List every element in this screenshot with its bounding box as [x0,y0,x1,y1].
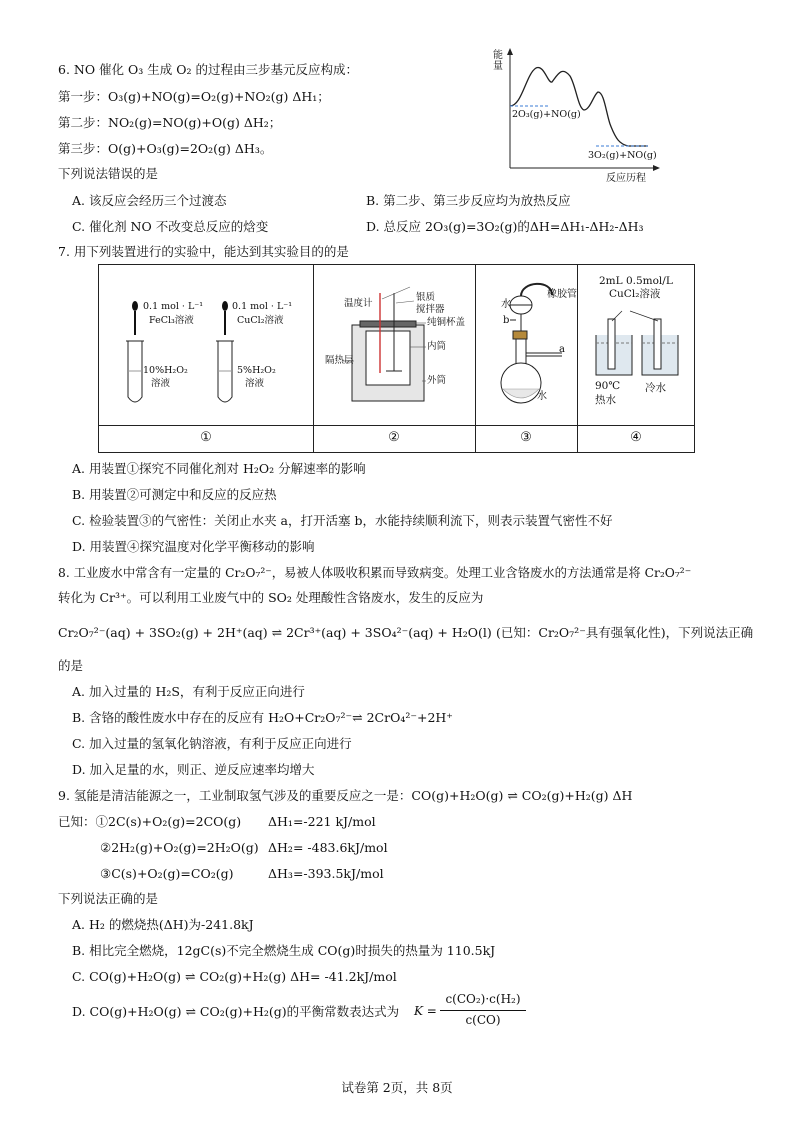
q9-option-d: D. CO(g)+H₂O(g) ⇌ CO₂(g)+H₂(g)的平衡常数表达式为 [72,1004,400,1019]
app2-lid: 纯铜杯盖 [427,317,466,328]
energy-ylabel: 能量 [493,50,503,72]
q6-ask: 下列说法错误的是 [58,166,159,181]
q8-option-c: C. 加入过量的氢氧化钠溶液，有利于反应正向进行 [72,736,352,751]
app3-rubber-tube: 橡胶管 [547,289,577,300]
q8-line2: 转化为 Cr³⁺。可以利用工业废气中的 SO₂ 处理酸性含铬废水，发生的反应为 [58,590,484,605]
q9-k-numerator: c(CO₂)·c(H₂) [445,992,521,1006]
apparatus-table [98,264,695,453]
energy-diagram [478,44,668,184]
q7-option-d: D. 用装置④探究温度对化学平衡移动的影响 [72,539,315,554]
q8-ask: 的是 [58,658,84,673]
q8-option-d: D. 加入足量的水，则正、逆反应速率均增大 [72,762,315,777]
app2-stirrer-2: 搅拌器 [416,304,445,315]
app4-hot-water: 热水 [595,394,616,406]
q9-dh-2: ΔH₂= -483.6kJ/mol [268,840,388,855]
apparatus-2-drawing [314,265,475,425]
q9-known-1: 已知：①2C(s)+O₂(g)=2CO(g) [58,814,242,829]
q9-fraction-bar [440,1010,526,1011]
app2-insulation: 隔热层 [325,355,354,366]
q9-known-2: ②2H₂(g)+O₂(g)=2H₂O(g) [100,840,259,855]
cell-number-4: ④ [630,430,642,445]
cell-number-3: ③ [520,430,532,445]
q7-option-a: A. 用装置①探究不同催化剂对 H₂O₂ 分解速率的影响 [72,461,366,476]
app1-tube2-label: 5%H₂O₂ [237,365,276,376]
apparatus-1-drawing [99,265,313,425]
start-level-label: 2O₃(g)+NO(g) [512,109,581,120]
app1-tube1-label2: 溶液 [151,378,171,389]
app3-water-bottom: 水 [537,391,547,402]
q6-step1: 第一步：O₃(g)+NO(g)=O₂(g)+NO₂(g) ΔH₁； [58,89,330,104]
app3-b: b [503,315,510,326]
app3-water-top: 水 [501,299,511,310]
q6-option-c: C. 催化剂 NO 不改变总反应的焓变 [72,219,269,234]
q7-stem: 7. 用下列装置进行的实验中，能达到其实验目的的是 [58,244,349,259]
q7-option-b: B. 用装置②可测定中和反应的反应热 [72,487,277,502]
q8-option-b: B. 含铬的酸性废水中存在的反应有 H₂O+Cr₂O₇²⁻⇌ 2CrO₄²⁻+2H⁺ [72,710,453,725]
q6-stem: 6. NO 催化 O₃ 生成 O₂ 的过程由三步基元反应构成： [58,62,358,77]
q9-known-3: ③C(s)+O₂(g)=CO₂(g) [100,866,234,881]
cell-number-1: ① [200,430,212,445]
q9-ask: 下列说法正确的是 [58,891,159,906]
energy-xlabel: 反应历程 [606,173,646,184]
q8-line1: 8. 工业废水中常含有一定量的 Cr₂O₇²⁻，易被人体吸收积累而导致病变。处理工业含铬废水的方法通常是将 Cr₂O₇²⁻ [58,566,692,580]
app1-drop2-conc: 0.1 mol · L⁻¹ [232,301,293,312]
app1-tube1-label: 10%H₂O₂ [143,365,188,376]
q9-option-b: B. 相比完全燃烧，12gC(s)不完全燃烧生成 CO(g)时损失的热量为 110.5kJ [72,943,496,958]
q6-option-a: A. 该反应会经历三个过渡态 [72,193,227,208]
table-row-divider [99,425,694,426]
q9-option-a: A. H₂ 的燃烧热(ΔH)为-241.8kJ [72,917,254,932]
q8-equation: Cr₂O₇²⁻(aq) + 3SO₂(g) + 2H⁺(aq) ⇌ 2Cr³⁺(aq) + 3SO₄²⁻(aq) + H₂O(l) [58,625,492,640]
q8-note: (已知：Cr₂O₇²⁻具有强氧化性)，下列说法正确 [496,625,754,640]
q9-dh-1: ΔH₁=-221 kJ/mol [268,814,376,829]
q6-step2: 第二步：NO₂(g)=NO(g)+O(g) ΔH₂； [58,115,282,130]
q6-option-d: D. 总反应 2O₃(g)=3O₂(g)的ΔH=ΔH₁-ΔH₂-ΔH₃ [366,219,644,234]
end-level-label: 3O₂(g)+NO(g) [588,150,657,161]
q7-option-c: C. 检验装置③的气密性：关闭止水夹 a，打开活塞 b，水能持续顺利流下，则表示装置气密性不好 [72,513,613,528]
app2-thermometer: 温度计 [344,298,373,309]
q9-dh-3: ΔH₃=-393.5kJ/mol [268,866,384,881]
q6-step3: 第三步：O(g)+O₃(g)=2O₂(g) ΔH₃。 [58,141,273,156]
app2-inner: 内筒 [427,341,447,352]
q6-option-b: B. 第二步、第三步反应均为放热反应 [366,193,571,208]
cell-number-2: ② [388,430,400,445]
app4-conc: 2mL 0.5mol/L [599,275,673,287]
q8-option-a: A. 加入过量的 H₂S，有利于反应正向进行 [72,684,305,699]
app1-tube2-label2: 溶液 [245,378,265,389]
app4-solution: CuCl₂溶液 [609,288,661,300]
app3-a: a [559,344,565,355]
app2-stirrer: 银质 [416,292,436,303]
app4-cold-water: 冷水 [645,382,666,394]
q9-option-c: C. CO(g)+H₂O(g) ⇌ CO₂(g)+H₂(g) ΔH= -41.2kJ/mol [72,969,397,984]
app1-drop1-sol: FeCl₃溶液 [149,315,194,326]
q9-k-denominator: c(CO) [465,1013,501,1027]
page-footer: 试卷第 2页，共 8页 [341,1080,453,1095]
app4-hot-temp: 90℃ [595,380,621,392]
q9-k-symbol: K = [414,1004,437,1018]
q9-stem: 9. 氢能是清洁能源之一，工业制取氢气涉及的重要反应之一是：CO(g)+H₂O(g) ⇌ CO₂(g)+H₂(g) ΔH [58,788,633,803]
app1-drop2-sol: CuCl₂溶液 [237,315,284,326]
app2-outer: 外筒 [427,375,447,386]
app1-drop1-conc: 0.1 mol · L⁻¹ [143,301,204,312]
